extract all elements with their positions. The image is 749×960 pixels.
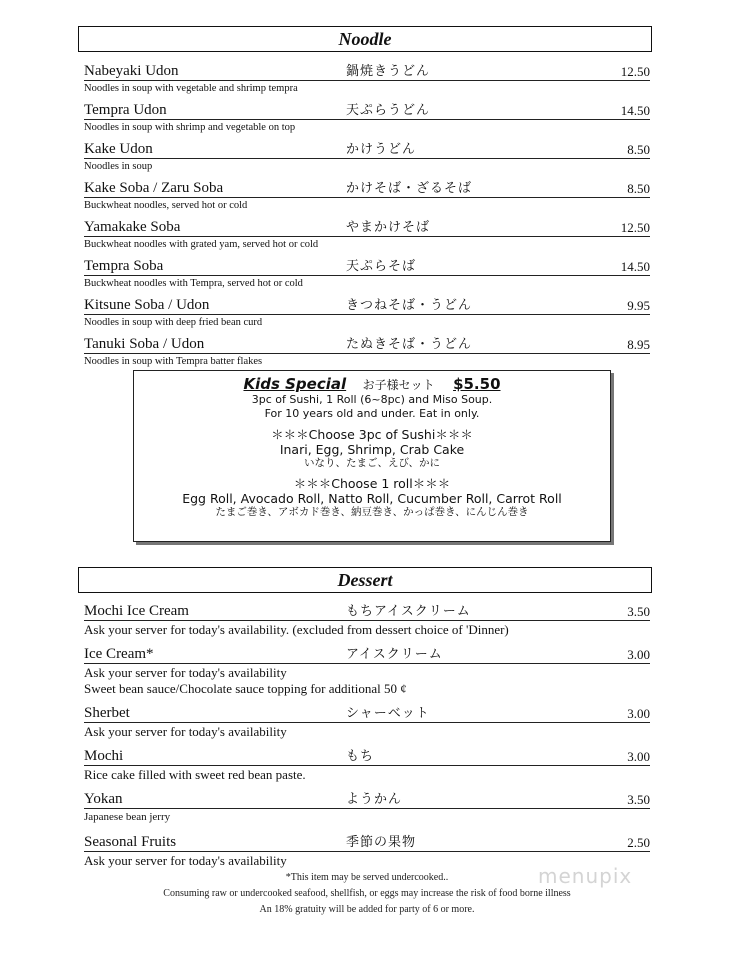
item-price: 3.00 [627, 749, 650, 764]
menu-item-ice-cream [84, 643, 650, 696]
item-description: Rice cake filled with sweet red bean paste. [84, 767, 306, 782]
menu-item-tanuki-soba-udon [84, 333, 650, 369]
item-description: Ask your server for today's availability [84, 665, 287, 680]
menupix-watermark: menupix [538, 864, 633, 888]
item-japanese-name: たぬきそば・うどん [346, 337, 473, 352]
item-description-extra: Sweet bean sauce/Chocolate sauce topping for additional 50 ¢ [84, 681, 407, 696]
roll-options: Egg Roll, Avocado Roll, Natto Roll, Cucumber Roll, Carrot Roll [182, 491, 562, 506]
item-price: 14.50 [620, 259, 650, 274]
menu-item-kitsune-soba-udon [84, 294, 650, 330]
kids-special-japanese: お子様セット [362, 378, 435, 392]
menu-item-seasonal-fruits [84, 831, 650, 868]
dessert-list [84, 600, 650, 868]
item-name: Yokan [84, 791, 123, 807]
item-name: Kake Soba / Zaru Soba [84, 180, 224, 196]
item-price: 8.95 [627, 337, 650, 352]
item-price: 12.50 [620, 64, 650, 79]
item-japanese-name: きつねそば・うどん [346, 298, 473, 313]
item-price: 9.95 [627, 298, 650, 313]
item-name: Seasonal Fruits [84, 834, 177, 850]
item-price: 2.50 [627, 835, 650, 850]
choose-sushi-heading: ＊＊＊Choose 3pc of Sushi＊＊＊ [271, 427, 473, 442]
kids-special-box [133, 370, 611, 542]
item-description: Ask your server for today's availability. (excluded from dessert choice of 'Dinner) [84, 622, 509, 637]
kids-special-title: Kids Special [243, 375, 347, 393]
item-description: Noodles in soup with vegetable and shrimp tempra [84, 83, 298, 94]
item-name: Mochi [84, 748, 124, 764]
item-japanese-name: アイスクリーム [346, 647, 443, 662]
menu-item-tempra-soba [84, 255, 650, 291]
item-price: 14.50 [620, 103, 650, 118]
item-description: Ask your server for today's availability [84, 724, 287, 739]
item-japanese-name: もちアイスクリーム [346, 604, 471, 619]
item-price: 3.00 [627, 706, 650, 721]
item-description: Japanese bean jerry [84, 811, 171, 823]
choose-roll-heading: ＊＊＊Choose 1 roll＊＊＊ [293, 476, 451, 491]
item-name: Kitsune Soba / Udon [84, 297, 210, 313]
sushi-options: Inari, Egg, Shrimp, Crab Cake [279, 442, 465, 457]
item-description: Buckwheat noodles with Tempra, served hot or cold [84, 278, 303, 289]
menu-item-nabeyaki-udon [84, 60, 650, 96]
item-name: Tanuki Soba / Udon [84, 336, 205, 352]
item-name: Sherbet [84, 705, 130, 721]
item-price: 3.50 [627, 604, 650, 619]
item-name: Nabeyaki Udon [84, 63, 179, 79]
menu-item-sherbet [84, 702, 650, 739]
kids-special-eligibility: For 10 years old and under. Eat in only. [264, 407, 480, 420]
item-name: Mochi Ice Cream [84, 603, 189, 619]
item-name: Tempra Soba [84, 258, 164, 274]
item-name: Yamakake Soba [84, 219, 181, 235]
noodle-section-heading: Noodle [78, 26, 652, 52]
item-japanese-name: ようかん [346, 792, 403, 807]
item-description: Noodles in soup [84, 161, 153, 172]
item-japanese-name: 鍋焼きうどん [346, 64, 431, 79]
item-description: Buckwheat noodles with grated yam, served hot or cold [84, 239, 319, 250]
item-price: 3.00 [627, 647, 650, 662]
undercooked-note: *This item may be served undercooked.. [285, 872, 449, 883]
item-name: Kake Udon [84, 141, 153, 157]
kids-special-contents: 3pc of Sushi, 1 Roll (6~8pc) and Miso Soup. [251, 393, 493, 406]
item-description: Ask your server for today's availability [84, 853, 287, 868]
item-price: 3.50 [627, 792, 650, 807]
item-japanese-name: 天ぷらうどん [346, 103, 431, 118]
item-price: 12.50 [620, 220, 650, 235]
menu-item-mochi-ice-cream [84, 600, 650, 637]
item-description: Noodles in soup with shrimp and vegetable on top [84, 122, 296, 133]
kids-special-price: $5.50 [453, 375, 501, 393]
item-japanese-name: 季節の果物 [346, 835, 417, 850]
menu-item-yamakake-soba [84, 216, 650, 252]
sushi-options-japanese: いなり、たまご、えび、かに [303, 457, 441, 469]
menu-item-tempra-udon [84, 99, 650, 135]
item-price: 8.50 [627, 142, 650, 157]
item-description: Noodles in soup with Tempra batter flakes [84, 356, 263, 367]
item-name: Ice Cream* [84, 646, 154, 662]
item-japanese-name: 天ぷらそば [346, 259, 417, 274]
item-description: Buckwheat noodles, served hot or cold [84, 200, 248, 211]
item-japanese-name: やまかけそば [346, 220, 431, 235]
item-japanese-name: もち [346, 749, 375, 764]
noodle-list [84, 60, 650, 369]
item-japanese-name: シャーベット [346, 706, 430, 721]
menu-item-kake-soba-zaru-soba [84, 177, 650, 213]
item-description: Noodles in soup with deep fried bean curd [84, 317, 263, 328]
item-price: 8.50 [627, 181, 650, 196]
gratuity-note: An 18% gratuity will be added for party of 6 or more. [259, 904, 475, 915]
menu-item-mochi [84, 745, 650, 782]
dessert-section-heading: Dessert [78, 567, 652, 593]
food-safety-warning: Consuming raw or undercooked seafood, shellfish, or eggs may increase the risk of food borne illness [163, 888, 571, 899]
item-name: Tempra Udon [84, 102, 167, 118]
menu-item-kake-udon [84, 138, 650, 174]
item-japanese-name: かけうどん [346, 142, 417, 157]
menu-item-yokan [84, 788, 650, 825]
item-japanese-name: かけそば・ざるそば [346, 181, 473, 196]
roll-options-japanese: たまご巻き、アボカド巻き、納豆巻き、かっぱ巻き、にんじん巻き [215, 506, 529, 518]
